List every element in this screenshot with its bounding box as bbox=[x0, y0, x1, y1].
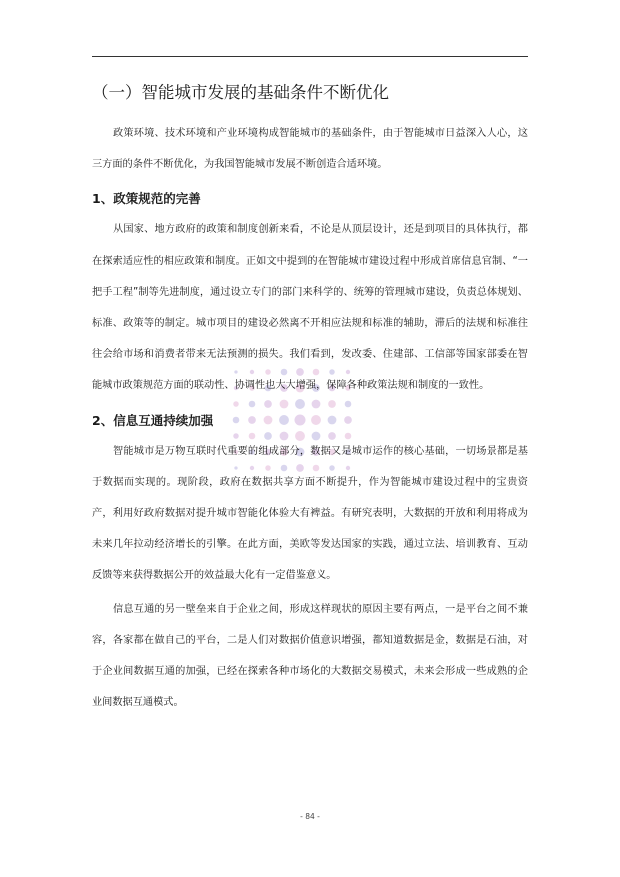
policy-paragraph: 从国家、地方政府的政策和制度创新来看，不论是从顶层设计，还是到项目的具体执行，都在探索适应性的相应政策和制度。正如文中提到的在智能城市建设过程中形成首席信息官制、“一把手工程”制等先进制度，通过设立专门的部门来科学的、统筹的管理城市建设，负责总体规划、标准、政策等的制定。城市项目的建设必然离不开相应法规和标准的辅助，滞后的法规和标准往往会给市场和消费者带来无法预测的损失。我们看到，发改委、住建部、工信部等国家部委在智能城市政策规范方面的联动性、协调性也大大增强，保障各种政策法规和制度的一致性。 bbox=[92, 224, 528, 392]
section-title: （一）智能城市发展的基础条件不断优化 bbox=[92, 83, 389, 102]
page-content bbox=[92, 78, 528, 718]
header-rule bbox=[92, 56, 528, 57]
subsection-title-info: 2、信息互通持续加强 bbox=[92, 412, 214, 428]
page-number: - 84 - bbox=[300, 812, 320, 821]
info-paragraph-2: 信息互通的另一壁垒来自于企业之间，形成这样现状的原因主要有两点，一是平台之间不兼容，各家都在做自己的平台，二是人们对数据价值意识增强，都知道数据是金，数据是石油，对于企业间数据互通的加强，已经在探索各种市场化的大数据交易模式，未来会形成一些成熟的企业间数据互通模式。 bbox=[92, 603, 528, 709]
info-paragraph-1: 智能城市是万物互联时代重要的组成部分，数据又是城市运作的核心基础，一切场景都是基于数据而实现的。现阶段，政府在数据共享方面不断提升，作为智能城市建设过程中的宝贵资产，利用好政府数据对提升城市智能化体验大有裨益。有研究表明，大数据的开放和利用将成为未来几年拉动经济增长的引擎。在此方面，美欧等发达国家的实践，通过立法、培训教育、互动反馈等来获得数据公开的效益最大化有一定借鉴意义。 bbox=[92, 445, 528, 582]
subsection-title-policy: 1、政策规范的完善 bbox=[92, 191, 201, 207]
intro-paragraph: 政策环境、技术环境和产业环境构成智能城市的基础条件，由于智能城市日益深入人心，这三方面的条件不断优化，为我国智能城市发展不断创造合适环境。 bbox=[92, 128, 528, 171]
